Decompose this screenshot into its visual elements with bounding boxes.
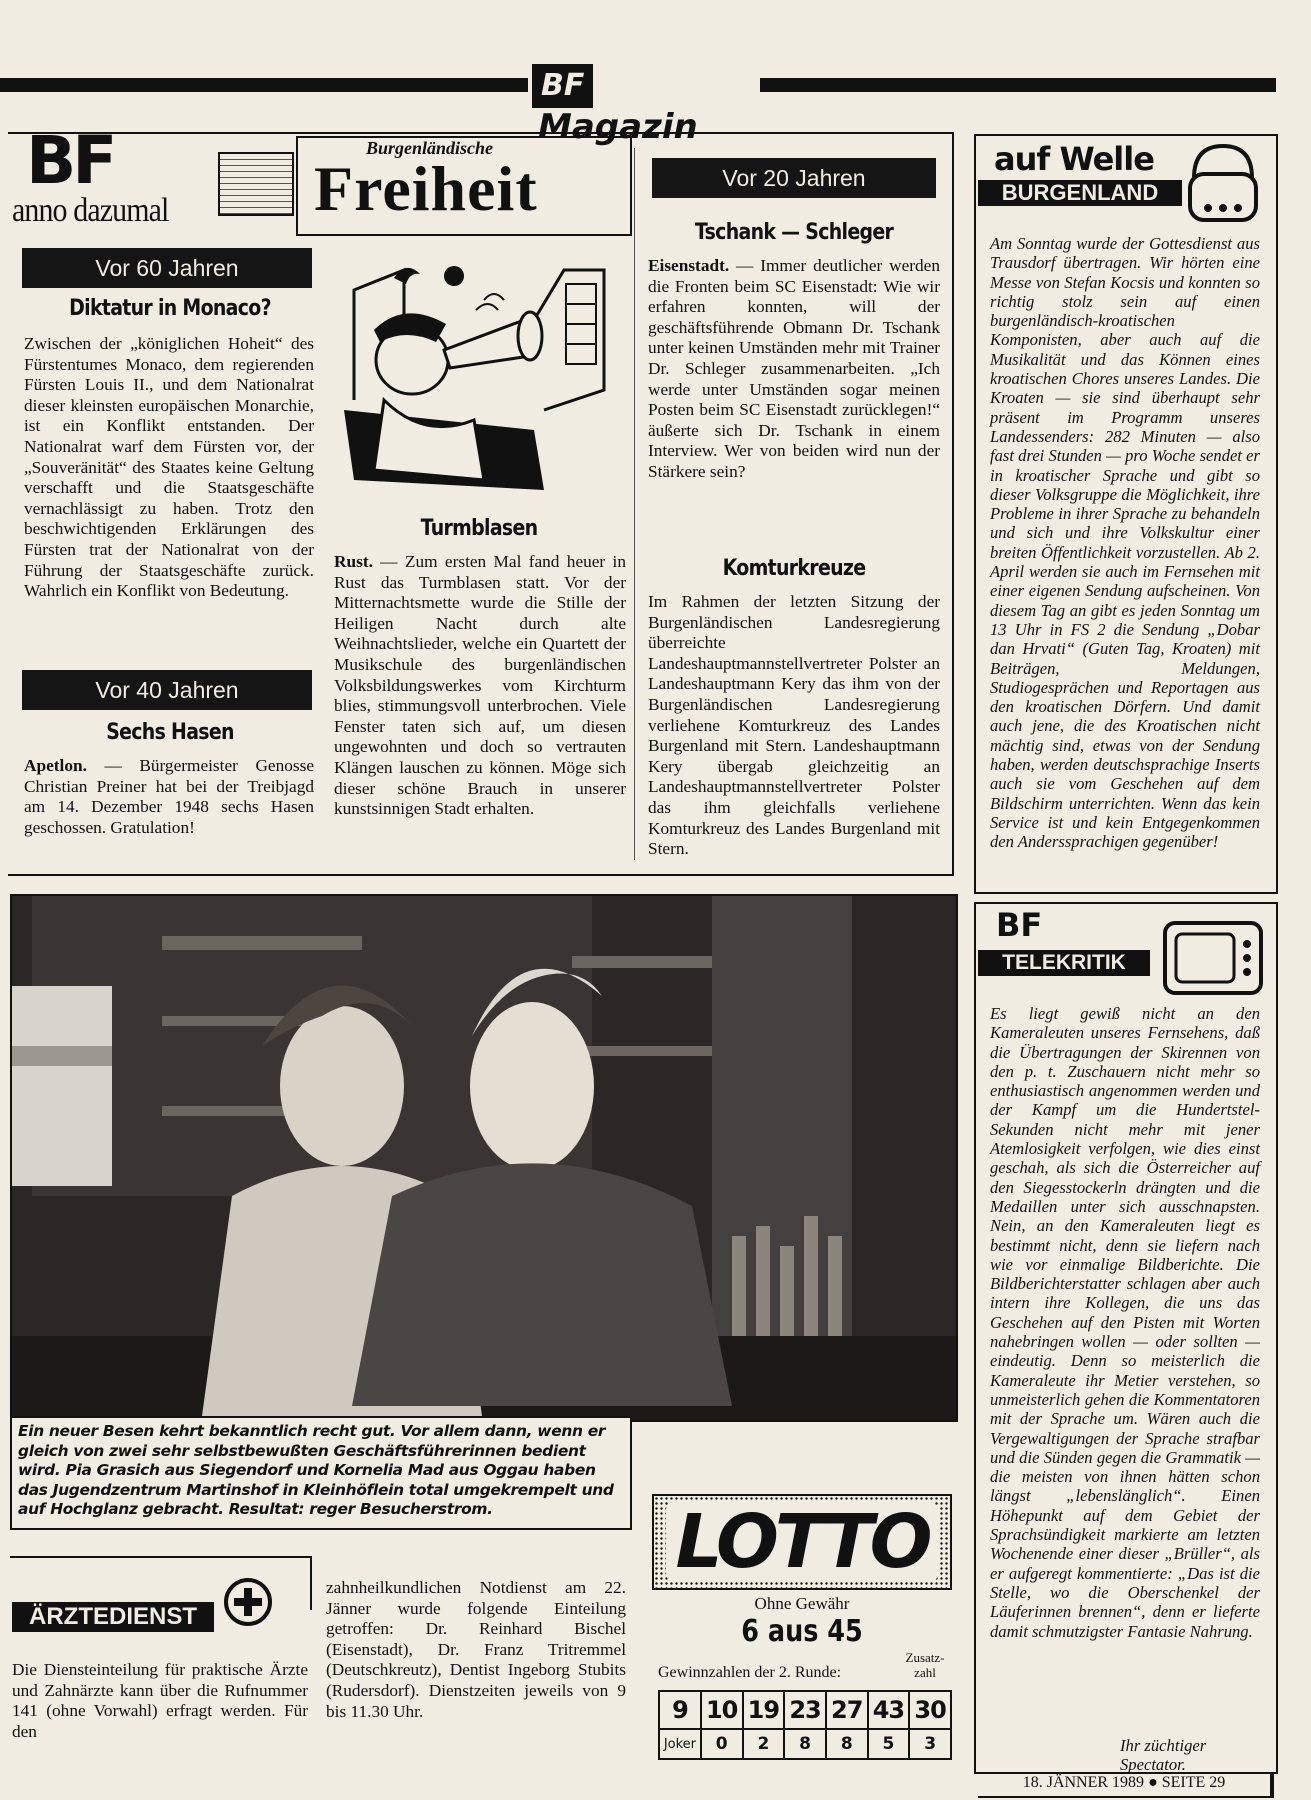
footer-date: 18. JÄNNER 1989 ● SEITE 29 <box>978 1774 1274 1798</box>
lotto-joker-digit: 0 <box>701 1729 743 1759</box>
telekritik-signature: Ihr züchtiger Spectator. <box>1120 1736 1207 1775</box>
vor-40-bar: Vor 40 Jahren <box>22 670 312 710</box>
lotto-number: 27 <box>826 1691 868 1729</box>
lotto-joker-digit: 2 <box>743 1729 785 1759</box>
lotto-logo: LOTTO <box>666 1502 938 1582</box>
lotto-number: 10 <box>701 1691 743 1729</box>
lotto-number: 9 <box>659 1691 701 1729</box>
lotto-numbers-table <box>658 1690 952 1760</box>
vor-60-text: Zwischen der „königlichen Hoheit“ des Fürstentumes Monaco, dem regierenden Fürsten Louis II., und dem Nationalrat dieser kleinsten europäischen Monarchie, ist ein Konflikt entstanden. Der Nationalrat warf dem Fürsten vor, der „Souveränität“ des Staates keine Geltung verschafft und die Staatsgeschäfte vernachlässigt zu haben. Trotz den beschwichtigenden Erklärungen des Fürsten trat der Nationalrat von der Führung der Staatsgeschäfte zurück. Wahrlich ein Konflikt von Bedeutung. <box>24 334 314 601</box>
vor-20-text <box>648 256 940 530</box>
radio-icon <box>1186 142 1260 224</box>
lotto-gewinnzahlen-label: Gewinnzahlen der 2. Runde: <box>658 1664 842 1681</box>
turmblasen-text <box>334 552 626 862</box>
telekritik-text: Es liegt gewiß nicht an den Kameraleuten unseres Fernsehens, daß die Übertragungen der Skirennen von den p. t. Zuschauern nicht mehr so enthusiastisch angenommen werden und der Kampf um die Hundertstel-Sekunden nicht mehr mit jener Atemlosigkeit verfolgen, wie dies einst geschah, als sich die Österreicher auf den Siegesstockerln drängten und die Medaillen unter sich ausschnapsten. Nein, an den Kameraleuten liegt es bestimmt nicht, denn sie liefern nach wie vor einmalige Bildberichte. Die Bildberichterstatter schlagen aber auch intern ihre Kollegen, die uns das Geschehen auf den Pisten mit Worten nahebringen wollen — oder sollten — eindeutig. Denn so meisterlich die Kameraleute ihr Metier verstehen, so unmeisterlich gehen die Kommentatoren mit der Sprache um. Wären auch die Vergewaltigungen der Sprache strafbar und die Sünden gegen die Grammatik — die meisten von ihnen hätten schon längst „lebenslänglich“. Einen Höhepunkt auf dem Gebiet der Sprachsündigkeit markierte am letzten Wochenende einer dieser „Brüller“, als er aufgeregt kommentierte: „Das ist die Stelle, wo die Oberschenkel der Läuferinnen brennen“, denn er lieferte damit schmutzigster Fantasie Nahrung. <box>990 1004 1260 1641</box>
medical-cross-icon <box>222 1576 274 1628</box>
lotto-joker-digit: 8 <box>826 1729 868 1759</box>
vor-60-bar: Vor 60 Jahren <box>22 248 312 288</box>
trumpeter-cartoon <box>334 250 624 502</box>
photo-caption: Ein neuer Besen kehrt bekanntlich recht gut. Vor allem dann, wenn er gleich von zwei sehr selbstbewußten Geschäftsführerinnen bedient wird. Pia Grasich aus Siegendorf und Kornelia Mad aus Oggau haben das Jugendzentrum Martinshof in Kleinhöflein total umgekrempelt und auf Hochglanz gebracht. Resultat: reger Besucherstrom. <box>10 1416 632 1530</box>
vor-20-body: — Immer deutlicher werden die Fronten beim SC Eisenstadt: Wie wir erfahren konnten, will der geschäftsführende Obmann Dr. Tschank unter keinen Umständen mehr mit Trainer Dr. Schleger zusammenarbeiten. „Ich werde unter Umständen sogar meinen Posten beim SC Eisenstadt zurücklegen!“ äußerte sich Dr. Tschank in einem Interview. Wer von beiden wird nun der Stärkere sein? <box>648 256 940 481</box>
lotto-game: 6 aus 45 <box>741 1614 863 1649</box>
masthead-magazin: Magazin <box>538 107 698 147</box>
aerzte-text-right: zahnheilkundlichen Notdienst am 22. Jänner wurde folgende Einteilung getroffen: Dr. Reinhard Bischel (Eisenstadt), Dr. Franz Tritremmel (Deutschkreutz), Dentist Ingeborg Stubits (Rudersdorf). Dienstzeiten jeweils von 9 bis 11.30 Uhr. <box>326 1578 626 1721</box>
komtur-text: Im Rahmen der letzten Sitzung der Burgenländischen Landesregierung überreichte Landeshauptmannstellvertreter Polster an Landeshauptmann Kery das ihm von der Burgenländischen Landesregierung verliehene Komturkreuz des Landes Burgenland mit Stern. Landeshauptmann Kery übergab gleichzeitig an Landeshauptmannstellvertreter Polster das ihm gleichfalls verliehene Komturkreuz des Landes Burgenland mit Stern. <box>648 592 940 859</box>
freiheit-big: Freiheit <box>314 153 538 224</box>
masthead-bf: BF <box>532 64 593 108</box>
lotto-joker-row <box>659 1729 951 1759</box>
welle-subtitle: BURGENLAND <box>978 180 1182 206</box>
vor-20-lead: Eisenstadt. <box>648 256 730 275</box>
masthead-logo <box>532 64 758 147</box>
lotto-zusatz-label: Zusatz-zahl <box>905 1650 945 1680</box>
lotto-box <box>652 1494 952 1754</box>
vor-20-bar: Vor 20 Jahren <box>652 158 936 198</box>
turmblasen-lead: Rust. <box>334 552 373 571</box>
lotto-zusatzzahl: 30 <box>909 1691 951 1729</box>
welle-text: Am Sonntag wurde der Gottesdienst aus Trausdorf übertragen. Wir hörten eine Messe von Stefan Kocsis und konnten so richtig stolz sein auf einen burgenländisch-kroatischen Komponisten, aber auch auf die Musikalität und das Können eines kroatischen Chores unseres Landes. Die Kroaten — sie sind überhaupt sehr präsent im Programm unseres Landessenders: 282 Minuten — also fast drei Stunden — pro Woche sendet er in kroatischer Sprache und gibt so dieser Volksgruppe die Möglichkeit, ihre Probleme in ihrer Sprache zu behandeln und sich und ihre Volkskultur einer breiten Öffentlichkeit vorzustellen. Ab 2. April werden sie auch im Fernsehen mit einer eigenen Sendung aufscheinen. Von diesem Tag an gibt es jeden Sonntag um 13 Uhr in FS 2 die Sendung „Dobar dan Hrvati“ (Guten Tag, Kroaten) mit Beiträgen, Meldungen, Studiogesprächen und Reportagen aus den kroatischen Dörfern. Und damit auch jene, die des Kroatischen nicht mächtig sind, etwas von der Sendung haben, werden deutschsprachige Inserts auch sie vom Geschehen auf dem Bildschirm unterrichten. Wenn das kein Service ist und kein Entgegenkommen den Anderssprachigen gegenüber! <box>990 234 1260 852</box>
anno-bf-logo: BF <box>26 122 114 199</box>
vor-40-body: — Bürgermeister Genosse Christian Preiner hat bei der Treibjagd am 14. Dezember 1948 sechs Hasen geschossen. Gratulation! <box>24 756 314 837</box>
bar-photo <box>10 894 958 1422</box>
column-divider <box>634 148 635 860</box>
lotto-joker-digit: 5 <box>868 1729 910 1759</box>
welle-title: auf Welle <box>994 140 1154 178</box>
masthead-rule-left <box>0 78 528 92</box>
lotto-ohne-gewaehr: Ohne Gewähr <box>754 1594 850 1613</box>
vor-60-headline: Diktatur in Monaco? <box>69 296 271 321</box>
aerzte-text-left: Die Diensteinteilung für praktische Ärzte und Zahnärzte kann über die Rufnummer 141 (ohne Vorwahl) erfragt werden. Für den <box>12 1660 308 1741</box>
freiheit-small: Burgenländische <box>366 138 494 158</box>
vor-40-text <box>24 756 314 866</box>
turmblasen-headline: Turmblasen <box>420 516 538 541</box>
turmblasen-body: — Zum ersten Mal fand heuer in Rust das Turmblasen statt. Vor der Mitternachtsmette wurde die Stille der Heiligen Nacht durch alte Weihnachtslieder, welche ein Quartett der Musikschule des burgenländischen Volksbildungswerkes vom Kirchturm blies, stimmungsvoll unterbrochen. Viele Fenster taten sich auf, um diesen ungewohnten und doch so vertrauten Klängen lauschen zu können. Möge sich dieser schöne Brauch in unserer kunstsinnigen Stadt erhalten. <box>334 552 626 819</box>
masthead-rule-right <box>760 78 1276 92</box>
footer-page: SEITE 29 <box>1161 1774 1226 1791</box>
aerzte-title: ÄRZTEDIENST <box>12 1602 214 1632</box>
footer-date-text: 18. JÄNNER 1989 <box>1022 1774 1145 1791</box>
lotto-number: 19 <box>743 1691 785 1729</box>
anno-subtitle: anno dazumal <box>12 192 169 229</box>
komtur-headline: Komturkreuze <box>722 556 866 581</box>
vor-40-headline: Sechs Hasen <box>106 720 234 745</box>
telekritik-title: TELEKRITIK <box>978 950 1150 976</box>
lotto-number: 43 <box>868 1691 910 1729</box>
vor-20-headline: Tschank — Schleger <box>694 220 894 245</box>
lotto-joker-label: Joker <box>659 1729 701 1759</box>
tv-icon <box>1162 920 1264 996</box>
newspaper-icon <box>218 152 294 216</box>
lotto-joker-digit: 8 <box>784 1729 826 1759</box>
lotto-joker-digit: 3 <box>909 1729 951 1759</box>
vor-40-lead: Apetlon. <box>24 756 87 775</box>
lotto-number: 23 <box>784 1691 826 1729</box>
lotto-number-row <box>659 1691 951 1729</box>
telekritik-bf: BF <box>996 906 1043 944</box>
